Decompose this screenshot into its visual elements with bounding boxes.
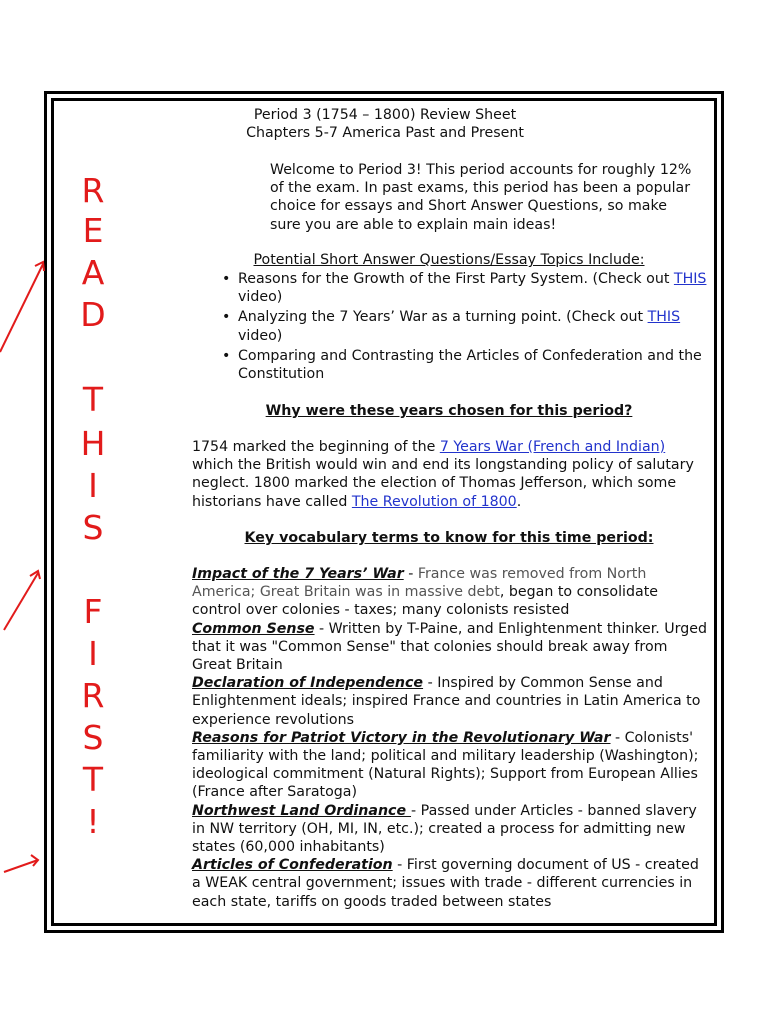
- vocab-entry: [192, 565, 708, 620]
- why-text: 1754 marked the beginning of the: [192, 439, 440, 455]
- seven-years-war-link[interactable]: 7 Years War (French and Indian): [439, 439, 666, 455]
- banner-letter: I: [88, 634, 98, 673]
- vocab-definition: Written by T-Paine, and Enlightenment thinker. Urged that it was "Common Sense" that colonies should break away from Great Britain: [192, 620, 707, 674]
- banner-letter: H: [80, 424, 106, 463]
- topics-list: [214, 270, 738, 383]
- vocab-entry: [192, 674, 708, 729]
- banner-letter: E: [82, 211, 104, 250]
- vocab-entry: [192, 620, 708, 675]
- vocab-term: Articles of Confederation: [192, 857, 393, 874]
- vocab-sep: -: [610, 729, 625, 746]
- topic-text: Analyzing the 7 Years’ War as a turning point. (Check out: [238, 309, 648, 326]
- vocab-definition: , began to consolidate control over colonies - taxes; many colonists resisted: [192, 584, 658, 619]
- vocab-definition: Passed under Articles - banned slavery in NW territory (OH, MI, IN, etc.); created a process for admitting new states (60,000 inhabitants): [192, 802, 697, 856]
- video-link[interactable]: THIS: [673, 271, 707, 287]
- topics-heading: Potential Short Answer Questions/Essay Topics Include:: [253, 252, 645, 268]
- topic-text: Comparing and Contrasting the Articles of Confederation and the Constitution: [238, 347, 738, 383]
- why-text: .: [516, 493, 522, 510]
- banner-letter: F: [83, 592, 103, 631]
- vocab-entry: [192, 729, 708, 802]
- banner-letter: !: [86, 802, 100, 841]
- document-header: [170, 106, 600, 142]
- banner-letter: A: [81, 253, 105, 292]
- vocab-sep: -: [392, 857, 407, 874]
- vocab-sep: -: [411, 802, 421, 819]
- vocab-heading: Key vocabulary terms to know for this time period:: [244, 530, 654, 546]
- topic-item: [214, 308, 708, 344]
- vocab-definition-gray: France was removed from North America; Great Britain was in massive debt: [192, 566, 647, 601]
- vocab-list: [192, 565, 708, 911]
- banner-letter: R: [81, 171, 105, 210]
- intro-paragraph: Welcome to Period 3! This period accounts for roughly 12% of the exam. In past exams, this period has been a popular choice for essays and Short Answer Questions, so make sure you are able to explain main ideas!: [270, 162, 692, 233]
- vocab-term: Northwest Land Ordinance: [192, 802, 412, 819]
- vocab-sep: -: [403, 566, 418, 582]
- banner-letter: T: [82, 380, 104, 419]
- banner-letter: R: [81, 676, 105, 715]
- vocab-definition: Inspired by Common Sense and Enlightenment ideals; inspired France and countries in Latin America to experience revolutions: [192, 675, 701, 728]
- topic-text: video): [238, 289, 283, 306]
- topic-text: video): [238, 327, 283, 344]
- topics-list-container: [214, 270, 738, 385]
- vocab-entry: [192, 856, 708, 911]
- banner-letter: S: [82, 508, 104, 547]
- why-text: which the British would win and end its longstanding policy of salutary neglect. 1800 marked the election of Thomas Jefferson, which some historians have called: [192, 457, 694, 510]
- banner-letter: S: [82, 718, 104, 757]
- banner-letter: I: [88, 466, 98, 505]
- topic-item: [214, 347, 738, 383]
- arrow-lower: [4, 860, 38, 872]
- vocab-entry: [192, 802, 708, 857]
- revolution-1800-link[interactable]: The Revolution of 1800: [351, 493, 517, 510]
- banner-letter: T: [82, 760, 104, 799]
- video-link[interactable]: THIS: [647, 309, 681, 326]
- arrow-middle: [4, 573, 38, 630]
- vocab-term: Reasons for Patriot Victory in the Revolutionary War: [192, 729, 611, 746]
- document-subtitle: Chapters 5-7 America Past and Present: [246, 125, 524, 142]
- arrow-upper: [0, 264, 43, 352]
- why-paragraph: [192, 438, 702, 511]
- vocab-term: Common Sense: [192, 620, 315, 637]
- banner-letter: D: [80, 295, 106, 334]
- topic-text: Reasons for the Growth of the First Party System. (Check out: [238, 271, 674, 287]
- vocab-sep: -: [314, 620, 329, 637]
- vocab-definition: Colonists' familiarity with the land; political and military leadership (Washington); ideological commitment (Natural Rights); Support from European Allies (France after Saratoga): [192, 729, 699, 801]
- document-title: Period 3 (1754 – 1800) Review Sheet: [253, 107, 517, 123]
- why-heading: Why were these years chosen for this period?: [265, 403, 633, 419]
- topic-item: [214, 270, 708, 306]
- vocab-sep: -: [423, 675, 438, 692]
- vocab-term: Declaration of Independence: [192, 675, 424, 692]
- vocab-term: Impact of the 7 Years’ War: [192, 566, 404, 582]
- vocab-definition: First governing document of US - created a WEAK central government; issues with trade - different currencies in each state, tariffs on goods traded between states: [192, 857, 699, 910]
